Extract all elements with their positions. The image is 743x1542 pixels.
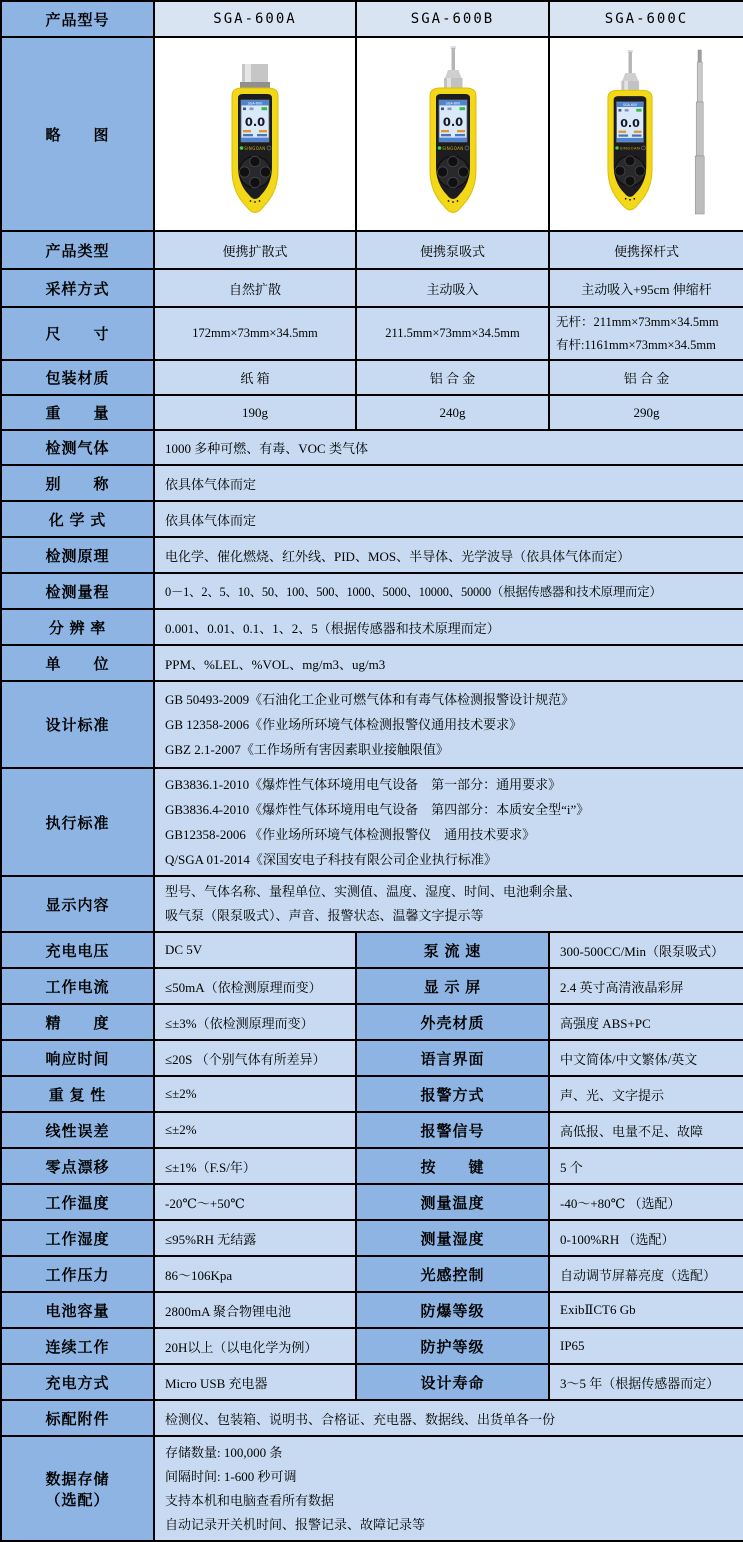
spec-pair-row bbox=[1, 1364, 743, 1400]
spec-value: 300-500CC/Min（限泵吸式） bbox=[549, 932, 743, 968]
standard-line: Q/SGA 01-2014《深国安电子科技有限公司企业执行标准》 bbox=[165, 852, 497, 867]
spec-pair-row bbox=[1, 1220, 743, 1256]
spec-value: 0－1、2、5、10、50、100、500、1000、5000、10000、50000（根据传感器和技术原理而定） bbox=[154, 573, 743, 609]
spec-value bbox=[154, 768, 743, 876]
spec-row-design-standards bbox=[1, 681, 743, 768]
standard-line: GB 50493-2009《石油化工企业可燃气体和有毒气体检测报警设计规范》 bbox=[165, 692, 575, 707]
storage-label-line1: 数据存储 bbox=[45, 1471, 110, 1488]
spec-value: 5 个 bbox=[549, 1148, 743, 1184]
telescopic-rod-illustration bbox=[695, 50, 704, 214]
spec-label: 别 称 bbox=[1, 465, 154, 501]
storage-label-line2: （选配） bbox=[45, 1492, 110, 1509]
spec-row-product-type bbox=[1, 231, 743, 269]
spec-value-a: 自然扩散 bbox=[154, 269, 356, 307]
spec-label: 显示内容 bbox=[1, 876, 154, 932]
spec-value: ≤±1%（F.S/年） bbox=[154, 1148, 356, 1184]
storage-line: 存储数量: 100,000 条 bbox=[165, 1444, 283, 1460]
spec-row-resolution bbox=[1, 609, 743, 645]
display-content-line: 型号、气体名称、量程单位、实测值、温度、湿度、时间、电池剩余量、 bbox=[165, 884, 582, 899]
spec-row-principle bbox=[1, 537, 743, 573]
spec-label bbox=[1, 1436, 154, 1541]
spec-pair-row bbox=[1, 1040, 743, 1076]
spec-value: 自动调节屏幕亮度（选配） bbox=[549, 1256, 743, 1292]
spec-row-formula bbox=[1, 501, 743, 537]
spec-label: 按 键 bbox=[356, 1148, 549, 1184]
spec-value: ≤20S （个别气体有所差异） bbox=[154, 1040, 356, 1076]
spec-row-gases bbox=[1, 430, 743, 465]
spec-label: 显 示 屏 bbox=[356, 968, 549, 1004]
spec-value: -40～+80℃ （选配） bbox=[549, 1184, 743, 1220]
spec-label: 工作压力 bbox=[1, 1256, 154, 1292]
spec-value: 2800mA 聚合物锂电池 bbox=[154, 1292, 356, 1328]
spec-label: 测量温度 bbox=[356, 1184, 549, 1220]
spec-label: 检测原理 bbox=[1, 537, 154, 573]
spec-value: 高强度 ABS+PC bbox=[549, 1004, 743, 1040]
spec-value-b: 211.5mm×73mm×34.5mm bbox=[356, 307, 549, 360]
spec-row-exec-standards bbox=[1, 768, 743, 876]
sketch-row bbox=[1, 37, 743, 231]
gas-detector-probe-rod-illustration bbox=[572, 41, 722, 223]
spec-row-display-content bbox=[1, 876, 743, 932]
spec-value: ≤±2% bbox=[154, 1112, 356, 1148]
spec-value: ≤50mA（依检测原理而变） bbox=[154, 968, 356, 1004]
spec-label: 检测量程 bbox=[1, 573, 154, 609]
spec-value-c: 便携探杆式 bbox=[549, 231, 743, 269]
spec-label: 设计标准 bbox=[1, 681, 154, 768]
spec-value bbox=[154, 876, 743, 932]
model-name-b: SGA-600B bbox=[356, 1, 549, 37]
spec-label: 产品类型 bbox=[1, 231, 154, 269]
spec-row-data-storage bbox=[1, 1436, 743, 1541]
spec-label: 测量湿度 bbox=[356, 1220, 549, 1256]
spec-value bbox=[154, 681, 743, 768]
spec-value: 3～5 年（根据传感器而定） bbox=[549, 1364, 743, 1400]
product-photo-cell-a bbox=[154, 37, 356, 231]
spec-value: ≤±3%（依检测原理而变） bbox=[154, 1004, 356, 1040]
spec-value: DC 5V bbox=[154, 932, 356, 968]
spec-label: 充电电压 bbox=[1, 932, 154, 968]
spec-value-c bbox=[549, 307, 743, 360]
spec-row-range bbox=[1, 573, 743, 609]
storage-line: 支持本机和电脑查看所有数据 bbox=[165, 1492, 335, 1508]
spec-label: 标配附件 bbox=[1, 1400, 154, 1436]
spec-label: 化 学 式 bbox=[1, 501, 154, 537]
product-photo-cell-c bbox=[549, 37, 743, 231]
spec-label: 工作电流 bbox=[1, 968, 154, 1004]
spec-label: 语言界面 bbox=[356, 1040, 549, 1076]
spec-label-model: 产品型号 bbox=[1, 1, 154, 37]
storage-line: 自动记录开关机时间、报警记录、故障记录等 bbox=[165, 1516, 426, 1532]
spec-value: 检测仪、包装箱、说明书、合格证、充电器、数据线、出货单各一份 bbox=[154, 1400, 743, 1436]
spec-label: 泵 流 速 bbox=[356, 932, 549, 968]
gas-detector-pump-illustration bbox=[378, 41, 528, 223]
spec-label: 设计寿命 bbox=[356, 1364, 549, 1400]
spec-label: 分 辨 率 bbox=[1, 609, 154, 645]
model-header-row bbox=[1, 1, 743, 37]
spec-value: 20H以上（以电化学为例） bbox=[154, 1328, 356, 1364]
spec-pair-row bbox=[1, 1112, 743, 1148]
storage-line: 间隔时间: 1-600 秒可调 bbox=[165, 1468, 297, 1484]
spec-pair-row bbox=[1, 932, 743, 968]
spec-value: -20℃～+50℃ bbox=[154, 1184, 356, 1220]
standard-line: GB 12358-2006《作业场所环境气体检测报警仪通用技术要求》 bbox=[165, 717, 523, 732]
spec-label: 线性误差 bbox=[1, 1112, 154, 1148]
spec-value: 高低报、电量不足、故障 bbox=[549, 1112, 743, 1148]
spec-value-c: 铝 合 金 bbox=[549, 360, 743, 395]
spec-label: 工作湿度 bbox=[1, 1220, 154, 1256]
spec-pair-row bbox=[1, 1328, 743, 1364]
spec-label: 检测气体 bbox=[1, 430, 154, 465]
standard-line: GB3836.1-2010《爆炸性气体环境用电气设备 第一部分：通用要求》 bbox=[165, 777, 562, 792]
spec-value: ≤±2% bbox=[154, 1076, 356, 1112]
spec-value: Micro USB 充电器 bbox=[154, 1364, 356, 1400]
spec-label: 充电方式 bbox=[1, 1364, 154, 1400]
spec-label: 报警信号 bbox=[356, 1112, 549, 1148]
spec-label: 单 位 bbox=[1, 645, 154, 681]
spec-value-b: 240g bbox=[356, 395, 549, 430]
spec-pair-row bbox=[1, 1004, 743, 1040]
spec-pair-row bbox=[1, 1076, 743, 1112]
spec-value: 声、光、文字提示 bbox=[549, 1076, 743, 1112]
spec-value-c: 290g bbox=[549, 395, 743, 430]
model-name-a: SGA-600A bbox=[154, 1, 356, 37]
spec-row-accessories bbox=[1, 1400, 743, 1436]
spec-label: 尺 寸 bbox=[1, 307, 154, 360]
standard-line: GB12358-2006 《作业场所环境气体检测报警仪 通用技术要求》 bbox=[165, 827, 536, 842]
spec-value bbox=[154, 1436, 743, 1541]
spec-row-alias bbox=[1, 465, 743, 501]
display-content-line: 吸气泵（限泵吸式）、声音、报警状态、温馨文字提示等 bbox=[165, 908, 484, 923]
spec-label: 防护等级 bbox=[356, 1328, 549, 1364]
model-name-c: SGA-600C bbox=[549, 1, 743, 37]
spec-label: 精 度 bbox=[1, 1004, 154, 1040]
dimension-line-no-rod: 无杆：211mm×73mm×34.5mm bbox=[556, 314, 719, 329]
spec-value-a: 190g bbox=[154, 395, 356, 430]
spec-row-weight bbox=[1, 395, 743, 430]
spec-label: 外壳材质 bbox=[356, 1004, 549, 1040]
spec-label: 采样方式 bbox=[1, 269, 154, 307]
spec-value-b: 主动吸入 bbox=[356, 269, 549, 307]
spec-value: 中文简体/中文繁体/英文 bbox=[549, 1040, 743, 1076]
spec-label: 响应时间 bbox=[1, 1040, 154, 1076]
standard-line: GB3836.4-2010《爆炸性气体环境用电气设备 第四部分：本质安全型“i”》 bbox=[165, 802, 590, 817]
spec-pair-row bbox=[1, 1256, 743, 1292]
spec-value: 86～106Kpa bbox=[154, 1256, 356, 1292]
product-photo-cell-b bbox=[356, 37, 549, 231]
spec-value: 0-100%RH （选配） bbox=[549, 1220, 743, 1256]
spec-label: 重 复 性 bbox=[1, 1076, 154, 1112]
spec-value: 电化学、催化燃烧、红外线、PID、MOS、半导体、光学波导（依具体气体而定） bbox=[154, 537, 743, 573]
spec-label: 连续工作 bbox=[1, 1328, 154, 1364]
spec-label: 电池容量 bbox=[1, 1292, 154, 1328]
spec-pair-row bbox=[1, 968, 743, 1004]
spec-label: 执行标准 bbox=[1, 768, 154, 876]
spec-value: 2.4 英寸高清液晶彩屏 bbox=[549, 968, 743, 1004]
spec-value-a: 纸 箱 bbox=[154, 360, 356, 395]
spec-row-units bbox=[1, 645, 743, 681]
spec-value-b: 便携泵吸式 bbox=[356, 231, 549, 269]
spec-label: 防爆等级 bbox=[356, 1292, 549, 1328]
standard-line: GBZ 2.1-2007《工作场所有害因素职业接触限值》 bbox=[165, 742, 449, 757]
spec-label: 工作温度 bbox=[1, 1184, 154, 1220]
spec-pair-row bbox=[1, 1292, 743, 1328]
spec-pair-row bbox=[1, 1184, 743, 1220]
spec-value: 0.001、0.01、0.1、1、2、5（根据传感器和技术原理而定） bbox=[154, 609, 743, 645]
spec-label: 包装材质 bbox=[1, 360, 154, 395]
spec-value-a: 便携扩散式 bbox=[154, 231, 356, 269]
spec-value: ≤95%RH 无结露 bbox=[154, 1220, 356, 1256]
spec-value: ExibⅡCT6 Gb bbox=[549, 1292, 743, 1328]
spec-value-c: 主动吸入+95cm 伸缩杆 bbox=[549, 269, 743, 307]
spec-value: PPM、%LEL、%VOL、mg/m3、ug/m3 bbox=[154, 645, 743, 681]
spec-label: 报警方式 bbox=[356, 1076, 549, 1112]
spec-label: 光感控制 bbox=[356, 1256, 549, 1292]
spec-label: 零点漂移 bbox=[1, 1148, 154, 1184]
spec-row-sampling bbox=[1, 269, 743, 307]
gas-detector-diffusion-illustration bbox=[180, 41, 330, 223]
spec-label-sketch: 略 图 bbox=[1, 37, 154, 231]
spec-pair-row bbox=[1, 1148, 743, 1184]
spec-value-a: 172mm×73mm×34.5mm bbox=[154, 307, 356, 360]
spec-value: 1000 多种可燃、有毒、VOC 类气体 bbox=[154, 430, 743, 465]
spec-value: 依具体气体而定 bbox=[154, 501, 743, 537]
spec-value-b: 铝 合 金 bbox=[356, 360, 549, 395]
spec-row-dimensions bbox=[1, 307, 743, 360]
dimension-line-with-rod: 有杆:1161mm×73mm×34.5mm bbox=[556, 337, 716, 352]
spec-label: 重 量 bbox=[1, 395, 154, 430]
spec-value: 依具体气体而定 bbox=[154, 465, 743, 501]
spec-value: IP65 bbox=[549, 1328, 743, 1364]
spec-row-packaging bbox=[1, 360, 743, 395]
